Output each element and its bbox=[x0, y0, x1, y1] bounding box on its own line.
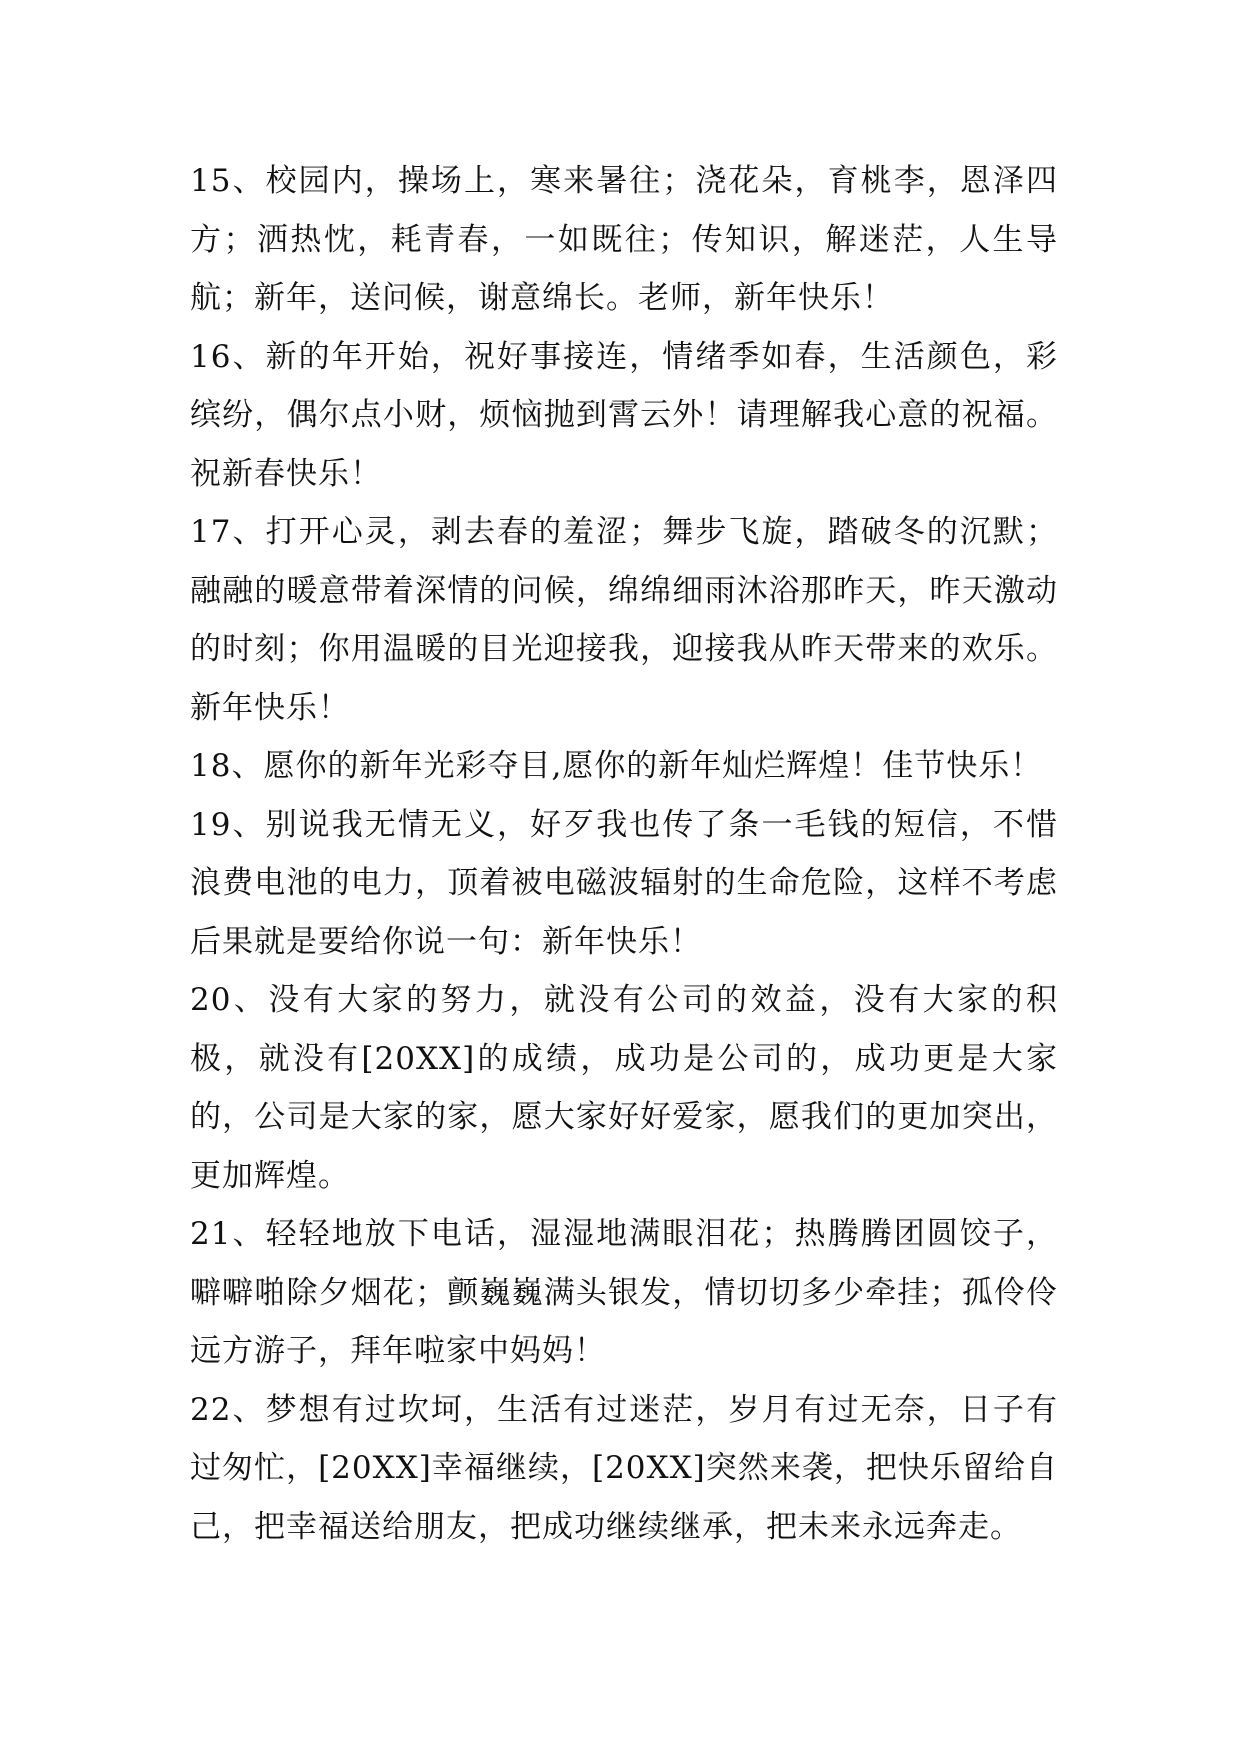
paragraph-21: 21、轻轻地放下电话，湿湿地满眼泪花；热腾腾团圆饺子，噼噼啪除夕烟花；颤巍巍满头银发，情切切多少牵挂；孤伶伶远方游子，拜年啦家中妈妈！ bbox=[190, 1216, 1058, 1369]
document-body bbox=[190, 152, 1058, 1556]
paragraph-15: 15、校园内，操场上，寒来暑往；浇花朵，育桃李，恩泽四方；洒热忱，耗青春，一如既往；传知识，解迷茫，人生导航；新年，送问候，谢意绵长。老师，新年快乐！ bbox=[190, 163, 1058, 316]
paragraph-20: 20、没有大家的努力，就没有公司的效益，没有大家的积极，就没有[20XX]的成绩，成功是公司的，成功更是大家的，公司是大家的家，愿大家好好爱家，愿我们的更加突出，更加辉煌。 bbox=[190, 982, 1058, 1194]
paragraph-16: 16、新的年开始，祝好事接连，情绪季如春，生活颜色，彩缤纷，偶尔点小财，烦恼抛到霄云外！请理解我心意的祝福。祝新春快乐！ bbox=[190, 338, 1058, 492]
paragraph-19: 19、别说我无情无义，好歹我也传了条一毛钱的短信，不惜浪费电池的电力，顶着被电磁波辐射的生命危险，这样不考虑后果就是要给你说一句：新年快乐！ bbox=[190, 806, 1058, 960]
paragraph-22: 22、梦想有过坎坷，生活有过迷茫，岁月有过无奈，日子有过匆忙，[20XX]幸福继续，[20XX]突然来袭，把快乐留给自己，把幸福送给朋友，把成功继续继承，把未来永远奔走。 bbox=[190, 1391, 1058, 1545]
paragraph-18: 18、愿你的新年光彩夺目,愿你的新年灿烂辉煌！佳节快乐！ bbox=[190, 748, 1043, 784]
paragraph-17: 17、打开心灵，剥去春的羞涩；舞步飞旋，踏破冬的沉默；融融的暖意带着深情的问候，绵绵细雨沐浴那昨天，昨天激动的时刻；你用温暖的目光迎接我，迎接我从昨天带来的欢乐。新年快乐！ bbox=[190, 514, 1058, 726]
